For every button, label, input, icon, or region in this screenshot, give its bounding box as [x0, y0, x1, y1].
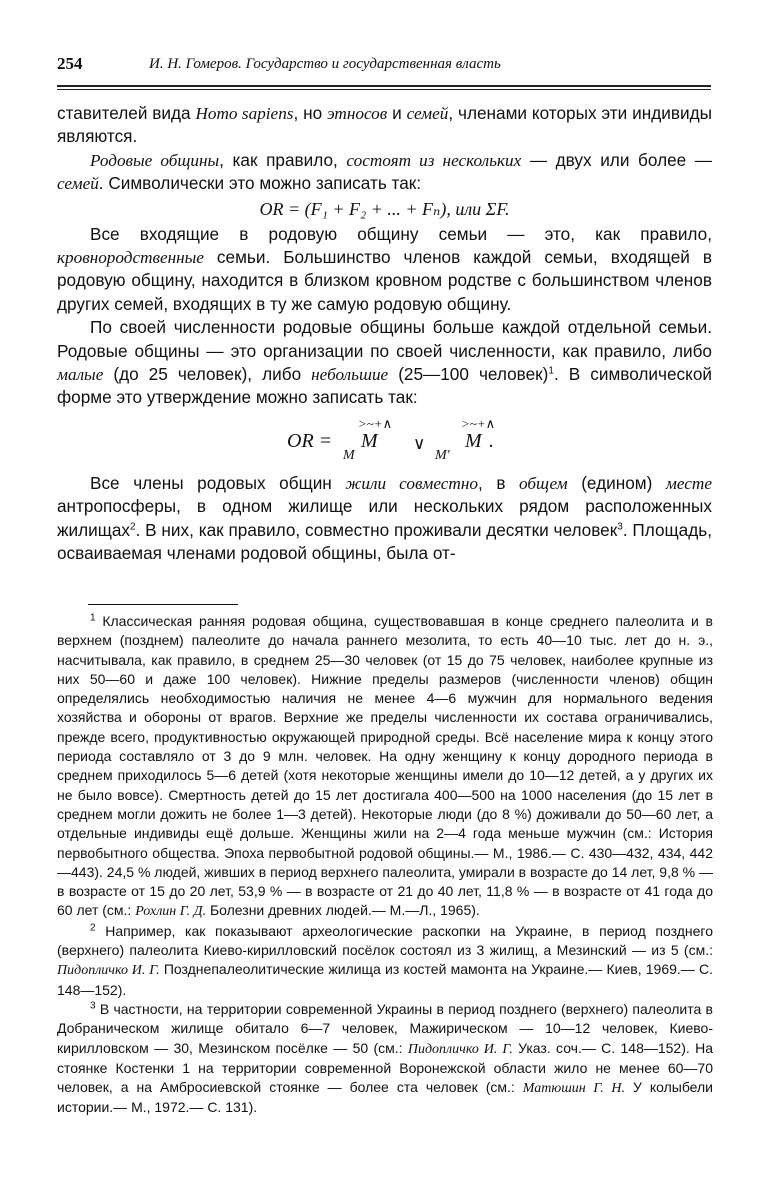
paragraph-4: По своей численности родовые общины больше каждой отдельной семьи. Родовые общины — это организации по своей численности, как правило, либо малые (до 25 человек), либо небольшие (25—100 человек)$^1$. В символической форме это утверждение можно записать так:	[57, 317, 712, 408]
formula-arrow: >~+∧	[358, 415, 393, 431]
emphasis: состоят из нескольких	[346, 150, 522, 170]
emphasis: этносов	[327, 104, 388, 123]
emphasis: жили совместно	[345, 473, 478, 493]
footnote-ref[interactable]: 1	[548, 365, 554, 377]
formula-families: OR = (F₁ + F₂ + ... + Fₙ), или ΣF.	[259, 198, 510, 219]
running-title: И. Н. Гомеров. Государство и государственная власть	[149, 56, 501, 72]
formula-dot: .	[489, 429, 494, 452]
formula-sub: M	[343, 447, 355, 463]
main-text	[57, 102, 712, 566]
footnote-mark: 1	[90, 612, 96, 624]
paragraph-1: ставителей вида Homo sapiens, но этносов и семей, членами которых эти индивиды являются.	[57, 103, 712, 147]
footnote-mark: 3	[90, 1000, 96, 1012]
formula-or: ∨	[413, 433, 426, 453]
formula-sub: M'	[435, 447, 450, 463]
emphasis: малые	[57, 365, 104, 385]
footnote-ref[interactable]: 2	[130, 520, 136, 532]
footnote-mark: 2	[90, 922, 96, 934]
formula-term: M	[361, 429, 378, 452]
formula-size	[57, 410, 712, 472]
author-name: Пидопличко И. Г.	[57, 963, 160, 979]
footnote-ref[interactable]: 3	[617, 520, 623, 532]
footnotes	[57, 612, 713, 1118]
author-name: Матюшин Г. Н.	[522, 1081, 625, 1097]
paragraph-2: Родовые общины, как правило, состоят из нескольких — двух или более — семей. Символически это можно записать так:	[57, 149, 712, 194]
author-name: Пидопличко И. Г.	[407, 1041, 513, 1057]
footnote-rule	[88, 604, 238, 605]
emphasis: общем	[519, 473, 568, 493]
emphasis: семей	[406, 104, 449, 123]
emphasis: Homo sapiens	[195, 104, 294, 123]
footnote-1: $^1$ Классическая ранняя родовая община, существовавшая в конце среднего палеолита и в верхнем (позднем) палеолите до начала раннего мезолита, то есть 40—10 тыс. лет до н. э., насчитывала, как правило, в среднем 25—30 человек (от 15 до 75 человек, наиболее крупные из них 50—60 и даже 100 человек). Нижние пределы размеров (численности членов) общин определялись необходимостью наличия не менее 4—6 мужчин для нормального ведения хозяйства и обороны от врагов. Верхние же пределы численности их состава ограничивались, прежде всего, продуктивностью окружающей природной среды. Всё население мира к концу этого периода составляло от 3 до 9 млн. человек. На одну женщину к концу дородного периода в среднем приходилось 5—6 детей (хотя некоторые женщины имели до 10—12 детей, а у других их не было вовсе). Смертность детей до 15 лет достигала 400—500 на 1000 населения (до 15 лет в среднем могли дожить не более 1—3 детей). Некоторые люди (до 8 %) доживали до 50—60 лет, а отдельные индивиды ещё дольше. Женщины жили на 2—4 года меньше мужчин (см.: История первобытного общества. Эпоха первобытной родовой общины.— М., 1986.— С. 430—432, 434, 442—443). 24,5 % людей, живших в период верхнего палеолита, умирали в возрасте до 14 лет, 9,8 % — в возрасте от 15 до 20 лет, 53,9 % — в возрасте от 21 до 40 лет, 11,8 % — в возрасте от 41 года до 60 лет (см.: Рохлин Г. Д. Болезни древних людей.— М.—Л., 1965).	[57, 612, 713, 920]
formula-term: M	[465, 429, 482, 452]
emphasis: семей	[57, 174, 99, 194]
emphasis: Родовые общины	[90, 150, 220, 170]
emphasis: месте	[665, 473, 712, 493]
page-header	[57, 54, 712, 84]
footnote-2: $^2$ Например, как показывают археологические раскопки на Украине, в период позднего (верхнего) палеолита Киево-кирилловский посёлок состоял из 3 жилищ, а Мезинский — из 5 (см.: Пидопличко И. Г. Позднепалеолитические жилища из костей мамонта на Украине.— Киев, 1969.— С. 148—152).	[57, 922, 714, 998]
header-rule	[57, 85, 711, 87]
formula-arrow: >~+∧	[461, 415, 496, 431]
footnote-3: $^3$ В частности, на территории современной Украины в период позднего (верхнего) палеолита в Добраническом жилище обитало 6—7 человек, Мажирическом — 10—12 человек, Киево-кирилловском — 30, Мезинском посёлке — 50 (см.: Пидопличко И. Г. Указ. соч.— С. 148—152). На стоянке Костенки 1 на территории современной Воронежской области жило не менее 60—70 человек, а на Амбросиевской стоянке — более ста человек (см.: Матюшин Г. Н. У колыбели истории.— М., 1972.— С. 131).	[57, 1000, 713, 1116]
paragraph-3: Все входящие в родовую общину семьи — это, как правило, кровнородственные семьи. Большинство членов каждой семьи, входящей в родовую общину, находится в близком кровном родстве с большинством членов других семей, входящих в ту же самую родовую общину.	[57, 223, 712, 314]
emphasis: небольшие	[311, 365, 389, 385]
emphasis: кровнородственные	[57, 248, 204, 268]
header-rule-thin	[57, 89, 711, 90]
formula-lhs: OR =	[287, 429, 333, 452]
paragraph-5: Все члены родовых общин жили совместно, в общем (едином) месте антропосферы, в одном жилище или нескольких рядом расположенных жилищах$^2$. В них, как правило, совместно проживали десятки человек$^3$. Площадь, осваиваемая членами родовой общины, была от-	[57, 472, 712, 564]
author-name: Рохлин Г. Д.	[135, 904, 207, 920]
page-number: 254	[57, 54, 83, 73]
